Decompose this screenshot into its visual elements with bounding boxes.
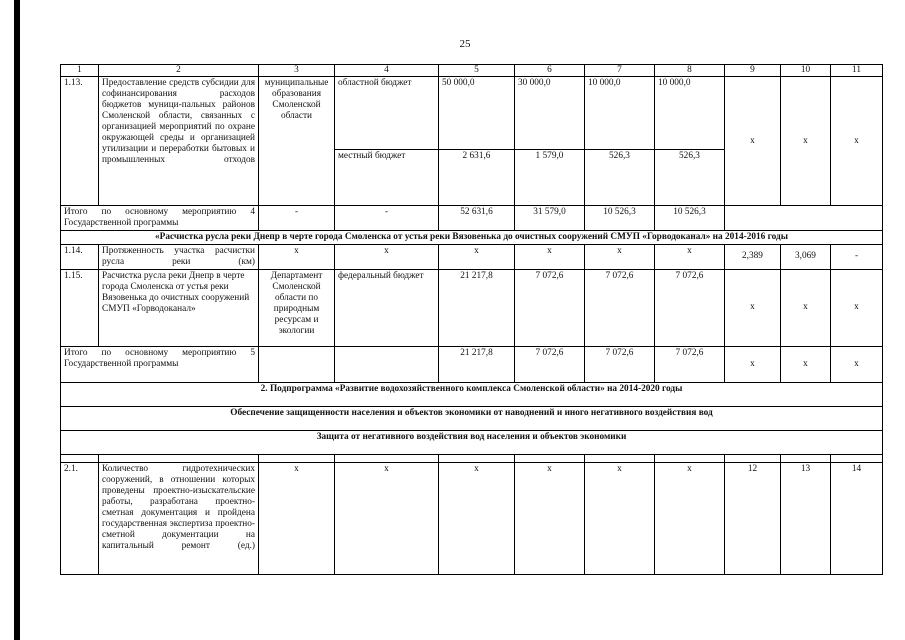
row-number: 1.14.: [61, 244, 99, 269]
table-row: [61, 244, 883, 269]
indicator-cell: 3,069: [781, 244, 831, 269]
value-cell: 7 072,6: [515, 346, 585, 382]
indicator-cell: х: [831, 346, 883, 382]
row-description: Протяженность участка расчистки русла реки (км): [99, 244, 259, 269]
value-cell: х: [335, 244, 439, 269]
empty-cell: [439, 454, 515, 462]
value-cell: 10 000,0: [655, 77, 725, 150]
value-cell: 21 217,8: [439, 346, 515, 382]
empty-cell: [335, 346, 439, 382]
value-cell: 7 072,6: [585, 269, 655, 346]
indicator-cell: -: [831, 244, 883, 269]
indicator-cell: 13: [781, 462, 831, 574]
empty-cell: [259, 346, 335, 382]
value-cell: х: [655, 462, 725, 574]
value-cell: 1 579,0: [515, 150, 585, 206]
row-executor: муниципальные образования Смоленской области: [259, 77, 335, 206]
value-cell: х: [335, 462, 439, 574]
value-cell: 10 526,3: [655, 206, 725, 231]
table-row: [61, 346, 883, 382]
empty-cell: [655, 454, 725, 462]
program-table: [60, 64, 883, 575]
value-cell: х: [259, 462, 335, 574]
value-cell: 526,3: [655, 150, 725, 206]
section-heading: Обеспечение защищенности населения и объектов экономики от наводнений и иного негативного воздействия вод: [61, 406, 883, 430]
section-heading: Защита от негативного воздействия вод населения и объектов экономики: [61, 430, 883, 454]
table-row: [61, 269, 883, 346]
value-cell: х: [655, 244, 725, 269]
value-cell: 526,3: [585, 150, 655, 206]
total-label: Итого по основному мероприятию 4 Государственной программы: [61, 206, 259, 231]
value-cell: 21 217,8: [439, 269, 515, 346]
indicator-cell: 14: [831, 462, 883, 574]
row-number: 2.1.: [61, 462, 99, 574]
value-cell: 52 631,6: [439, 206, 515, 231]
value-cell: х: [585, 462, 655, 574]
row-number: 1.15.: [61, 269, 99, 346]
value-cell: 2 631,6: [439, 150, 515, 206]
header-cell: 6: [515, 65, 585, 77]
indicator-cell: х: [725, 346, 781, 382]
value-cell: х: [585, 244, 655, 269]
page-number: 25: [459, 38, 471, 50]
value-cell: х: [515, 462, 585, 574]
empty-cell: [259, 454, 335, 462]
header-cell: 4: [335, 65, 439, 77]
value-cell: 50 000,0: [439, 77, 515, 150]
row-description: Расчистка русла реки Днепр в черте города Смоленска от устья реки Вязовенька до очистных сооружений СМУП «Горводоканал»: [99, 269, 259, 346]
value-cell: х: [439, 462, 515, 574]
section-row: [61, 406, 883, 430]
section-heading: «Расчистка русла реки Днепр в черте города Смоленска от устья реки Вязовенька до очистных сооружений СМУП «Горводоканал» на 2014-2016 годы: [61, 230, 883, 244]
row-number: 1.13.: [61, 77, 99, 206]
empty-cell: [515, 454, 585, 462]
value-cell: 7 072,6: [585, 346, 655, 382]
value-cell: 10 526,3: [585, 206, 655, 231]
empty-cell: [585, 454, 655, 462]
header-cell: 2: [99, 65, 259, 77]
header-cell: 8: [655, 65, 725, 77]
value-cell: х: [259, 244, 335, 269]
header-cell: 3: [259, 65, 335, 77]
value-cell: х: [439, 244, 515, 269]
header-cell: 11: [831, 65, 883, 77]
row-description: Количество гидротехнических сооружений, в отношении которых проведены проектно-изыскательские работы, разработана проектно-сметная документация и пройдена государственная экспертиза проектно-сметной документации на капитальный ремонт (ед.): [99, 462, 259, 574]
value-cell: 7 072,6: [515, 269, 585, 346]
section-heading: 2. Подпрограмма «Развитие водохозяйственного комплекса Смоленской области» на 2014-2020 годы: [61, 382, 883, 406]
indicator-cell: х: [781, 269, 831, 346]
section-row: [61, 382, 883, 406]
indicator-cell: х: [725, 269, 781, 346]
value-cell: 7 072,6: [655, 269, 725, 346]
indicator-cell: х: [725, 77, 781, 206]
row-executor: Департамент Смоленской области по природным ресурсам и экологии: [259, 269, 335, 346]
section-row: [61, 230, 883, 244]
value-cell: 31 579,0: [515, 206, 585, 231]
header-row: [61, 65, 883, 77]
indicator-cell: х: [781, 77, 831, 206]
header-cell: 1: [61, 65, 99, 77]
value-cell: 10 000,0: [585, 77, 655, 150]
table-row: [61, 77, 883, 150]
indicator-cell: х: [831, 269, 883, 346]
funding-source: федеральный бюджет: [335, 269, 439, 346]
empty-cell: [725, 454, 781, 462]
value-cell: 30 000,0: [515, 77, 585, 150]
empty-cell: [335, 454, 439, 462]
spacer-row: [61, 454, 883, 462]
indicator-cell: 12: [725, 462, 781, 574]
total-cell: -: [259, 206, 335, 231]
total-cell: -: [335, 206, 439, 231]
indicator-cell: х: [831, 77, 883, 206]
empty-cell: [99, 454, 259, 462]
funding-source: областной бюджет: [335, 77, 439, 150]
funding-source: местный бюджет: [335, 150, 439, 206]
total-label: Итого по основному мероприятию 5 Государственной программы: [61, 346, 259, 382]
value-cell: х: [515, 244, 585, 269]
indicator-cell: х: [781, 346, 831, 382]
header-cell: 7: [585, 65, 655, 77]
table-row: [61, 462, 883, 574]
row-description: Предоставление средств субсидии для софинансирования расходов бюджетов муници-пальных районов Смоленской области, связанных с организацией мероприятий по охране окружающей среды и организацией утилизации и переработки бытовых и промышленных отходов: [99, 77, 259, 206]
empty-cell: [61, 454, 99, 462]
value-cell: 7 072,6: [655, 346, 725, 382]
page-edge-bar: [14, 0, 20, 640]
indicator-cell: 2,389: [725, 244, 781, 269]
header-cell: 5: [439, 65, 515, 77]
empty-cell: [781, 454, 831, 462]
header-cell: 10: [781, 65, 831, 77]
empty-cell: [831, 454, 883, 462]
table-row: [61, 206, 883, 231]
header-cell: 9: [725, 65, 781, 77]
section-row: [61, 430, 883, 454]
empty-cell: [725, 206, 883, 231]
